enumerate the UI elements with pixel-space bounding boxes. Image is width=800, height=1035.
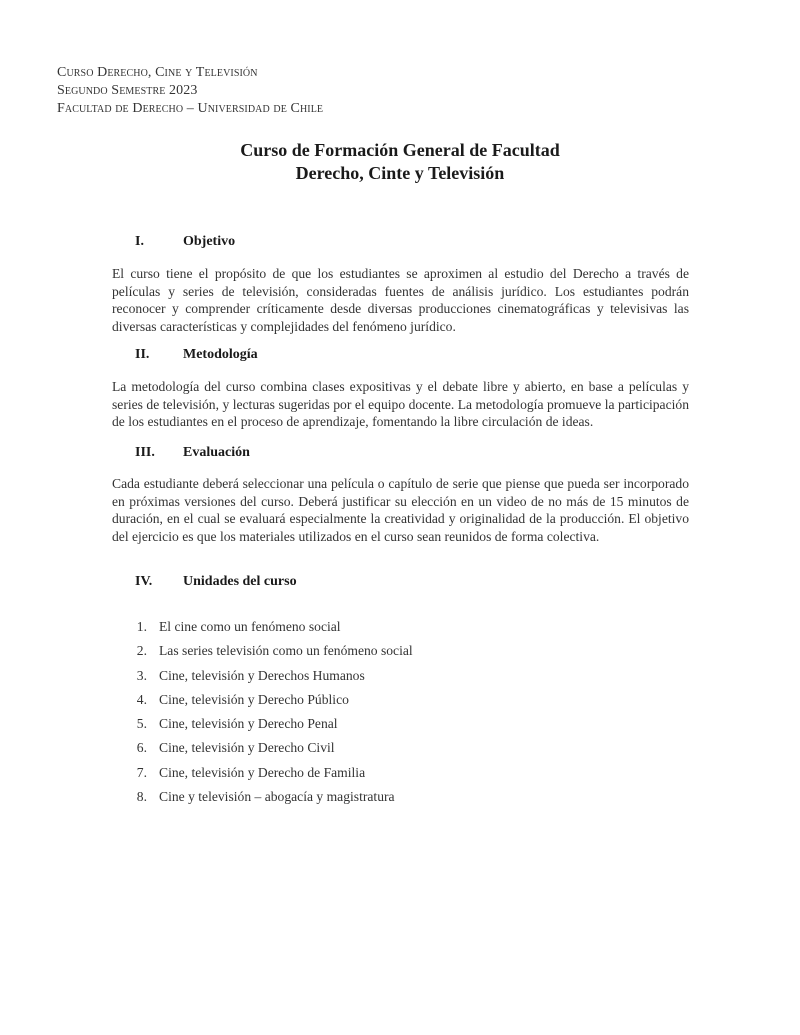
- list-item: [112, 714, 413, 738]
- section-heading-objetivo: [135, 233, 235, 251]
- course-header: [57, 64, 323, 118]
- list-item-label: Cine, televisión y Derechos Humanos: [159, 667, 365, 683]
- title-line-2: Derecho, Cinte y Televisión: [295, 163, 505, 183]
- list-item: [112, 666, 413, 690]
- list-item-label: Las series televisión como un fenómeno social: [159, 643, 413, 659]
- list-item-label: El cine como un fenómeno social: [159, 619, 341, 634]
- document-title: [0, 139, 800, 185]
- section-title: Metodología: [183, 347, 258, 362]
- list-item-label: Cine, televisión y Derecho Civil: [159, 740, 335, 756]
- header-course-name: Curso Derecho, Cine y Televisión: [57, 65, 258, 80]
- list-item-label: Cine, televisión y Derecho Público: [159, 691, 349, 707]
- section-title: Evaluación: [183, 445, 250, 460]
- section-number: III.: [135, 445, 155, 460]
- section-text-metodologia: La metodología del curso combina clases expositivas y el debate libre y abierto, en base a películas y series de televisión, y lecturas sugeridas por el equipo docente. La metodología promueve la participación de los estudiantes en el proceso de aprendizaje, fomentando la libre circulación de ideas.: [112, 379, 689, 429]
- section-number: IV.: [135, 574, 153, 589]
- list-item-number: 2.: [136, 643, 147, 659]
- section-heading-metodologia: [135, 346, 258, 364]
- section-heading-evaluacion: [135, 444, 250, 462]
- list-item-number: 8.: [136, 789, 147, 805]
- list-item-number: 1.: [136, 619, 147, 634]
- list-item: [112, 690, 413, 714]
- list-item-number: 7.: [136, 764, 147, 780]
- list-item-number: 5.: [136, 716, 147, 732]
- section-text-objetivo: El curso tiene el propósito de que los estudiantes se aproximen al estudio del Derecho a través de películas y series de televisión, consideradas fuentes de análisis jurídico. Los estudiantes podrán reconocer y comprender críticamente desde diversas producciones cinematográficas y televisivas las diversas características y complejidades del fenómeno jurídico.: [112, 266, 689, 334]
- list-item: [112, 641, 413, 665]
- list-item-number: 6.: [136, 740, 147, 756]
- section-text-evaluacion: Cada estudiante deberá seleccionar una película o capítulo de serie que piense que pueda ser incorporado en próximas versiones del curso. Deberá justificar su elección en un video de no más de 15 minutos de duración, en el cual se evaluará especialmente la creatividad y originalidad de la producción. El objetivo del ejercicio es que los materiales utilizados en el curso sean reunidos de forma colectiva.: [112, 476, 689, 544]
- list-item-number: 3.: [136, 667, 147, 683]
- list-item-label: Cine y televisión – abogacía y magistratura: [159, 789, 395, 805]
- list-item-number: 4.: [136, 691, 147, 707]
- list-item: [112, 763, 413, 787]
- header-semester: Segundo Semestre 2023: [57, 83, 198, 98]
- section-title: Unidades del curso: [183, 574, 297, 589]
- section-title: Objetivo: [183, 234, 236, 249]
- header-faculty: Facultad de Derecho – Universidad de Chile: [57, 101, 324, 116]
- title-line-1: Curso de Formación General de Facultad: [240, 140, 560, 160]
- section-number: II.: [135, 347, 150, 362]
- section-heading-unidades: [135, 573, 297, 591]
- list-item: [112, 738, 413, 762]
- units-list: [112, 617, 413, 811]
- list-item-label: Cine, televisión y Derecho Penal: [159, 716, 338, 732]
- list-item: [112, 617, 413, 641]
- list-item: [112, 787, 413, 811]
- section-number: I.: [135, 234, 144, 249]
- list-item-label: Cine, televisión y Derecho de Familia: [159, 764, 366, 780]
